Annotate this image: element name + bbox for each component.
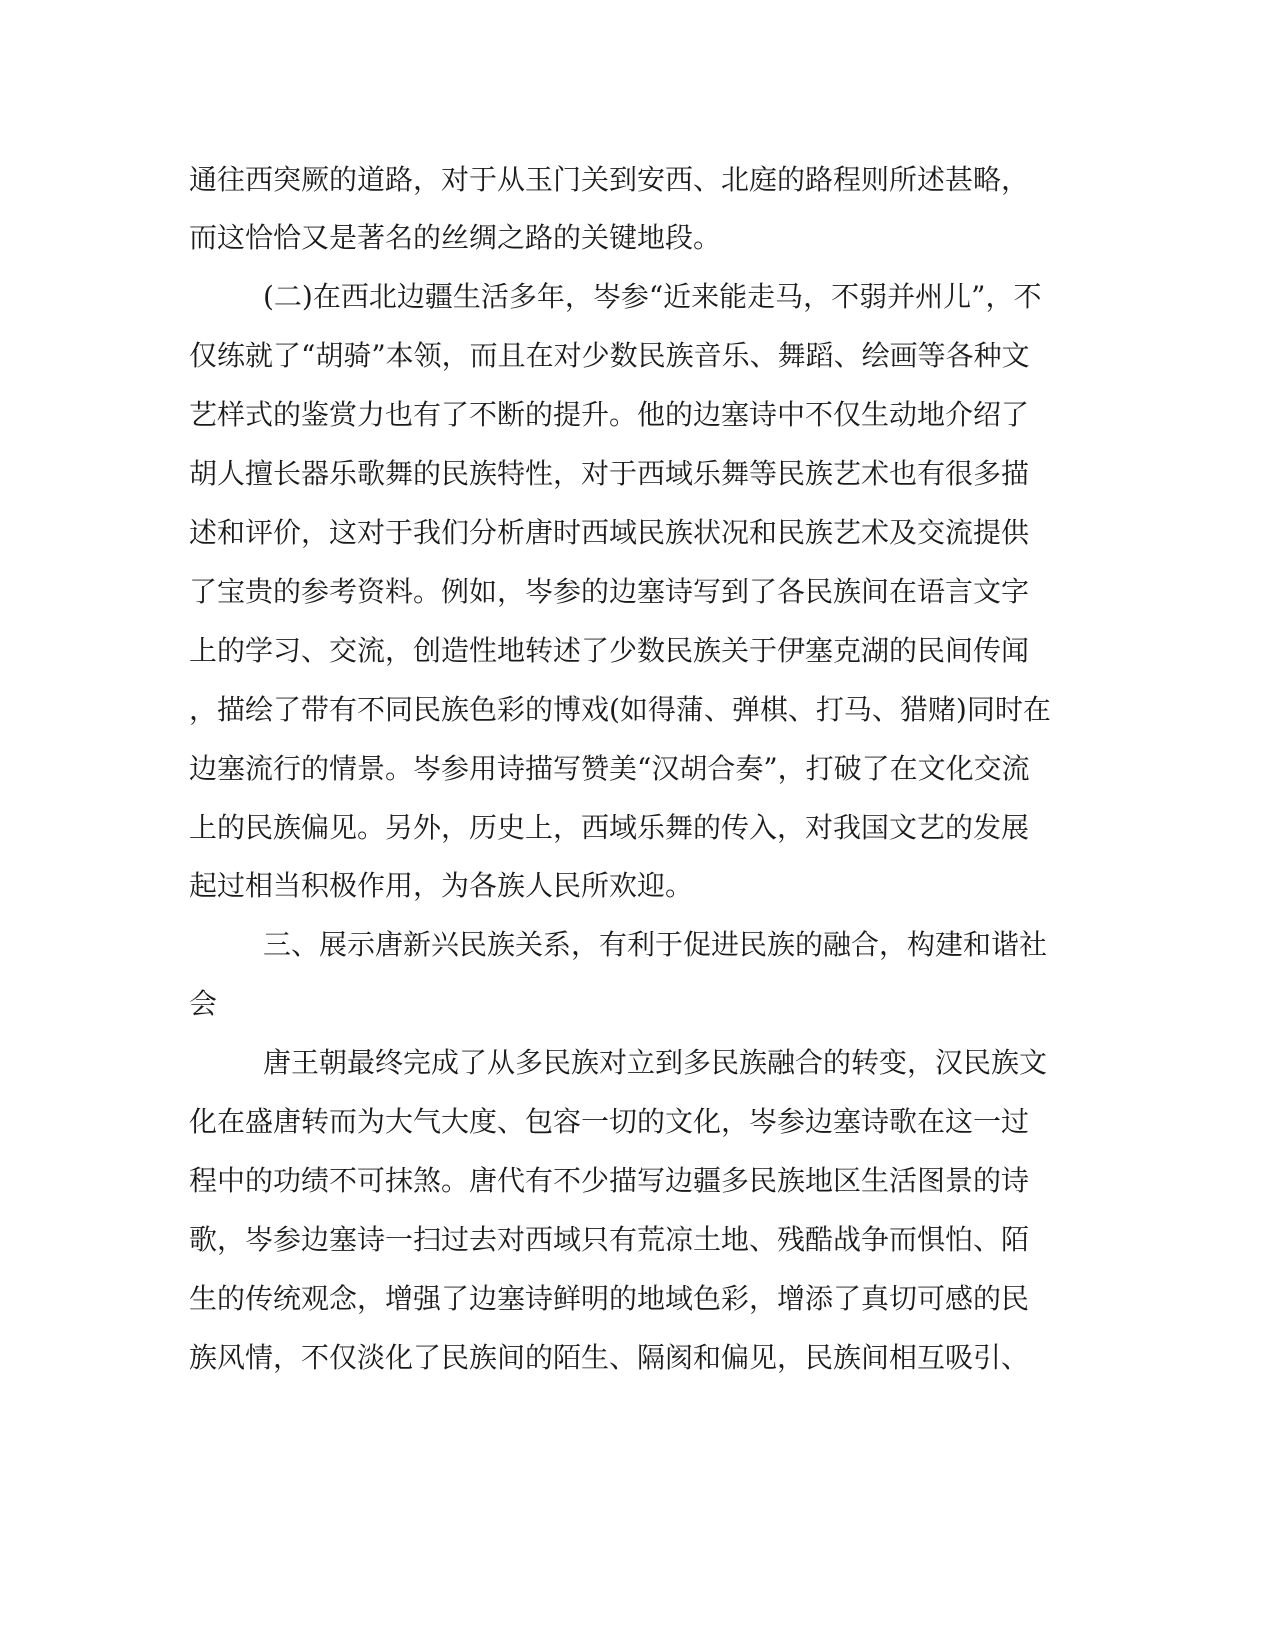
text-line: 而这恰恰又是著名的丝绸之路的关键地段。 <box>189 221 722 254</box>
text-line: 歌，岑参边塞诗一扫过去对西域只有荒凉土地、残酷战争而惧怕、陌 <box>189 1223 1030 1256</box>
text-line: 通往西突厥的道路，对于从玉门关到安西、北庭的路程则所述甚略， <box>189 163 1030 196</box>
text-line: 艺样式的鉴赏力也有了不断的提升。他的边塞诗中不仅生动地介绍了 <box>189 398 1030 431</box>
text-line: (二)在西北边疆生活多年，岑参“近来能走马，不弱并州儿”，不 <box>263 280 1042 313</box>
text-line: 生的传统观念，增强了边塞诗鲜明的地域色彩，增添了真切可感的民 <box>189 1282 1030 1315</box>
text-line: 起过相当积极作用，为各族人民所欢迎。 <box>189 869 694 902</box>
text-line: 边塞流行的情景。岑参用诗描写赞美“汉胡合奏”，打破了在文化交流 <box>189 752 1030 785</box>
text-line: 程中的功绩不可抹煞。唐代有不少描写边疆多民族地区生活图景的诗 <box>189 1164 1030 1197</box>
text-line: 族风情，不仅淡化了民族间的陌生、隔阂和偏见，民族间相互吸引、 <box>189 1341 1030 1374</box>
text-line: 化在盛唐转而为大气大度、包容一切的文化，岑参边塞诗歌在这一过 <box>189 1105 1030 1138</box>
text-line: 仅练就了“胡骑”本领，而且在对少数民族音乐、舞蹈、绘画等各种文 <box>189 339 1030 372</box>
text-line: 唐王朝最终完成了从多民族对立到多民族融合的转变，汉民族文 <box>263 1046 1048 1079</box>
text-line: 胡人擅长器乐歌舞的民族特性，对于西域乐舞等民族艺术也有很多描 <box>189 457 1030 490</box>
text-line: 述和评价，这对于我们分析唐时西域民族状况和民族艺术及交流提供 <box>189 516 1030 549</box>
text-line: 了宝贵的参考资料。例如，岑参的边塞诗写到了各民族间在语言文字 <box>189 575 1030 608</box>
text-line: ，描绘了带有不同民族色彩的博戏(如得蒲、弹棋、打马、猎赌)同时在 <box>189 693 1051 726</box>
section-heading: 三、展示唐新兴民族关系，有利于促进民族的融合，构建和谐社 <box>263 928 1048 961</box>
section-heading: 会 <box>189 987 218 1020</box>
text-line: 上的学习、交流，创造性地转述了少数民族关于伊塞克湖的民间传闻 <box>189 634 1030 667</box>
text-line: 上的民族偏见。另外，历史上，西域乐舞的传入，对我国文艺的发展 <box>189 811 1030 844</box>
